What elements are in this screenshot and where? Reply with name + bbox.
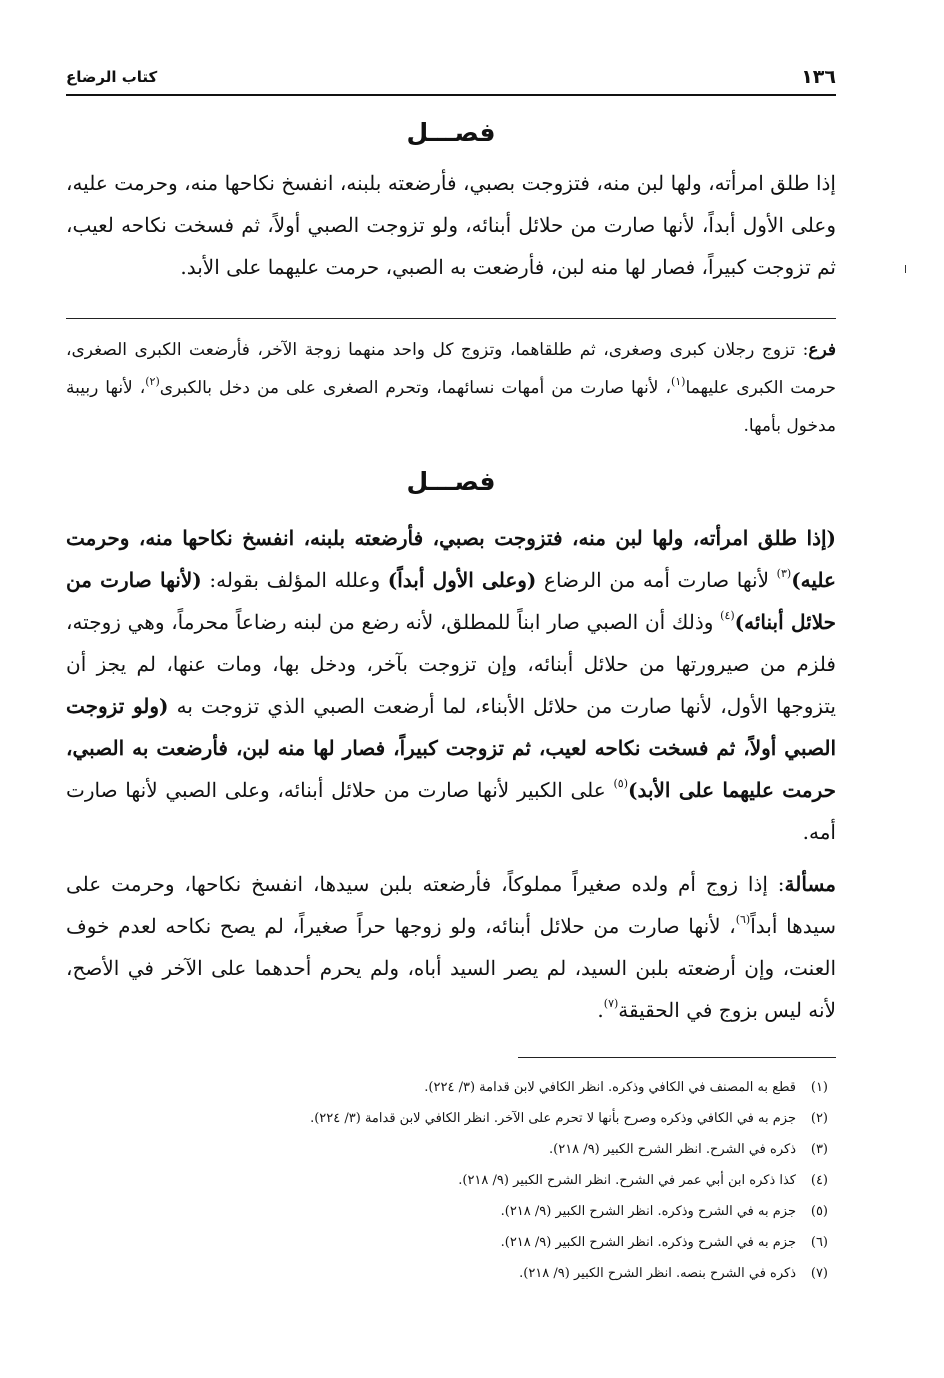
footnote — [66, 1227, 836, 1258]
footnote-number: (٤) — [810, 1173, 828, 1188]
footnote — [66, 1072, 836, 1103]
sharh-4: على الكبير لأنها صارت من حلائل أبنائه، وعلى الصبي لأنها صارت أمه. — [66, 778, 836, 844]
masala-label: مسألة — [784, 872, 836, 896]
footnote-number: (٣) — [810, 1142, 828, 1157]
far-text-3: ، لأنها ربيبة مدخول بأمها. — [66, 378, 836, 436]
footnote-text: ذكره في الشرح. انظر الشرح الكبير (٩/ ٢١٨). — [549, 1142, 796, 1157]
footnote-ref-2[interactable]: (٢) — [145, 375, 160, 388]
matn-1: (إذا طلق امرأته، ولها لبن منه، فتزوجت بصبي، فأرضعته بلبنه، انفسخ نكاحها منه، وحرمت عليه) — [66, 526, 836, 592]
section-2-text — [66, 517, 836, 853]
footnote — [66, 1165, 836, 1196]
page — [66, 58, 836, 1289]
far-label: فرع — [808, 340, 836, 360]
footnote-text: جزم به في الكافي وذكره وصرح بأنها لا تحرم على الآخر. انظر الكافي لابن قدامة (٣/ ٢٢٤). — [310, 1111, 796, 1126]
footnote-separator — [518, 1057, 836, 1058]
masala-paragraph — [66, 863, 836, 1031]
masala-text-2: ، لأنها صارت من حلائل أبنائه، ولو زوجها حراً صغيراً، لم يصح نكاحه لعدم خوف العنت، وإن أرضعته بلبن السيد، لم يصر السيد أباه، ولم يحرم أحدهما على الآخر في الأصح، لأنه ليس بزوج في الحقيقة — [66, 914, 836, 1022]
footnote-text: كذا ذكره ابن أبي عمر في الشرح. انظر الشرح الكبير (٩/ ٢١٨). — [458, 1173, 796, 1188]
footnote — [66, 1103, 836, 1134]
footnote-text: ذكره في الشرح بنصه. انظر الشرح الكبير (٩/ ٢١٨). — [519, 1266, 796, 1281]
far-text-2: ، لأنها صارت من أمهات نسائهما، وتحرم الصغرى على من دخل بالكبرى — [159, 378, 671, 398]
footnote-text: جزم به في الشرح وذكره. انظر الشرح الكبير (٩/ ٢١٨). — [500, 1204, 796, 1219]
footnote-ref-7[interactable]: (٧) — [603, 997, 619, 1010]
book-title: كتاب الرضاع — [66, 68, 158, 86]
masala-text-3: . — [597, 998, 604, 1022]
footnote-ref-5[interactable]: (٥) — [613, 777, 628, 790]
margin-mark — [905, 265, 906, 273]
footnotes — [66, 1072, 836, 1289]
footnote-number: (٢) — [810, 1111, 828, 1126]
footnote-number: (٧) — [810, 1266, 828, 1281]
footnote — [66, 1134, 836, 1165]
sharh-1: لأنها صارت أمه من الرضاع — [536, 568, 777, 592]
sharh-3: وذلك أن الصبي صار ابناً للمطلق، لأنه رضع من لبنه رضاعاً محرماً، وهي زوجته، فلزم من صيرورتها من حلائل أبنائه، وإن تزوجت بآخر، ودخل بها، ومات عنها، لم يجز أن يتزوجها الأول، لأنها صارت من حلائل الأبناء، لما أرضعت الصبي الذي تزوجت به — [66, 610, 836, 718]
footnote-ref-3[interactable]: (٣) — [776, 567, 792, 580]
footnote-ref-4[interactable]: (٤) — [720, 609, 735, 622]
far-text-1: : تزوج رجلان كبرى وصغرى، ثم طلقاهما، وتزوج كل واحد منهما زوجة الآخر، فأرضعت الكبرى الصغرى، حرمت الكبرى عليهما — [66, 340, 836, 398]
matn-3: (لأنها صارت من حلائل أبنائه) — [66, 568, 837, 634]
page-number: ١٣٦ — [801, 66, 836, 88]
section-1-text: إذا طلق امرأته، ولها لبن منه، فتزوجت بصبي، فأرضعته بلبنه، انفسخ نكاحها منه، وحرمت عليه، وعلى الأول أبداً، لأنها صارت من حلائل أبنائه، ولو تزوجت الصبي أولاً، ثم فسخت نكاحه لعيب، ثم تزوجت كبيراً، فصار لها منه لبن، فأرضعت به الصبي، حرمت عليهما على الأبد. — [66, 171, 836, 279]
page-header — [66, 58, 836, 96]
footnote-number: (٦) — [810, 1235, 828, 1250]
section-separator — [66, 318, 836, 319]
masala-text-1: : إذا زوج أم ولده صغيراً مملوكاً، فأرضعته بلبن سيدها، انفسخ نكاحها، وحرمت على سيدها أبداً — [66, 872, 837, 938]
footnote-number: (١) — [810, 1080, 828, 1095]
footnote-text: قطع به المصنف في الكافي وذكره. انظر الكافي لابن قدامة (٣/ ٢٢٤). — [424, 1080, 796, 1095]
footnote — [66, 1258, 836, 1289]
footnote-number: (٥) — [810, 1204, 828, 1219]
matn-2: (وعلى الأول أبداً) — [387, 568, 537, 592]
footnote-ref-6[interactable]: (٦) — [735, 913, 751, 926]
section-heading-2: فصـــل — [406, 467, 496, 496]
footnote-text: جزم به في الشرح وذكره. انظر الشرح الكبير (٩/ ٢١٨). — [500, 1235, 796, 1250]
far-paragraph — [66, 331, 836, 445]
footnote — [66, 1196, 836, 1227]
sharh-2: وعلله المؤلف بقوله: — [201, 568, 388, 592]
matn-4: (ولو تزوجت الصبي أولاً، ثم فسخت نكاحه لعيب، ثم تزوجت كبيراً، فصار لها منه لبن، فأرضعت به الصبي، حرمت عليهما على الأبد) — [66, 694, 836, 802]
footnote-ref-1[interactable]: (١) — [670, 375, 686, 388]
section-heading-1: فصـــل — [406, 118, 496, 147]
